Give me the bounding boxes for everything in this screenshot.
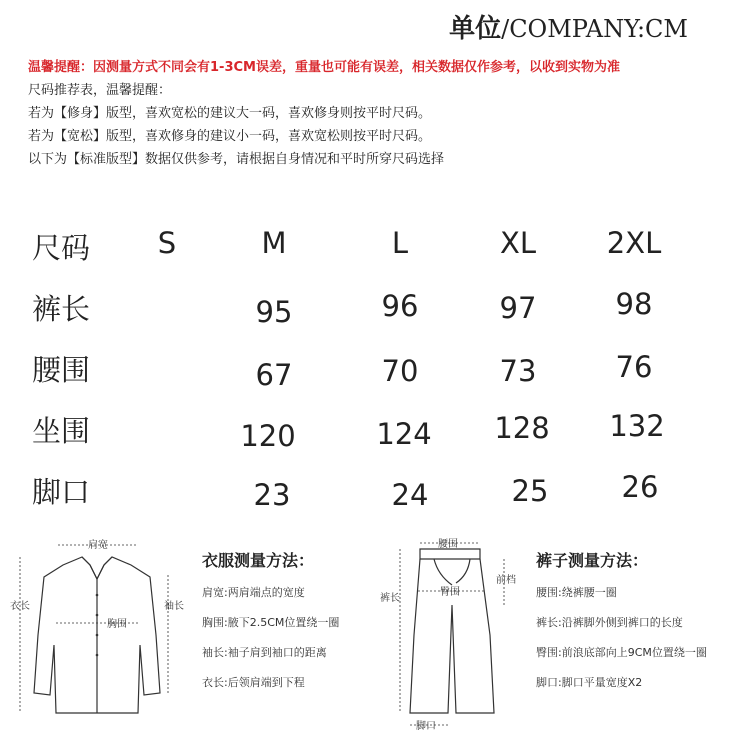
pants-diagram — [376, 535, 526, 745]
note-line: 若为【宽松】版型，喜欢修身的建议小一码，喜欢宽松则按平时尺码。 — [28, 129, 432, 144]
table-row — [22, 344, 722, 405]
size-xl: XL — [499, 226, 537, 260]
list-item: 臀围:前浪底部向上9CM位置绕一圈 — [536, 646, 707, 659]
shirt-measure-title: 衣服测量方法： — [202, 551, 315, 570]
size-table — [22, 222, 722, 527]
shirt-chest-label: 胸围 — [107, 619, 127, 630]
pants-measure-list — [536, 548, 707, 703]
row-label: 腰围 — [32, 353, 91, 387]
table-cell: 98 — [615, 287, 653, 321]
list-item: 脚口:脚口平量宽度X2 — [536, 676, 643, 689]
table-cell: 97 — [499, 291, 537, 325]
pants-measure-title: 裤子测量方法： — [536, 551, 649, 570]
table-row — [22, 405, 722, 466]
size-header-row — [22, 222, 722, 283]
unit-en: /COMPANY:CM — [501, 15, 688, 43]
table-row — [22, 283, 722, 344]
table-cell: 70 — [381, 354, 419, 388]
unit-label — [449, 8, 688, 45]
pants-length-label: 裤长 — [380, 593, 400, 604]
table-cell: 124 — [376, 417, 432, 451]
table-row — [22, 466, 722, 527]
table-cell: 132 — [609, 409, 665, 443]
size-l: L — [391, 226, 409, 260]
table-cell: 73 — [499, 354, 537, 388]
list-item: 肩宽:两肩端点的宽度 — [202, 586, 305, 599]
list-item: 胸围:腋下2.5CM位置绕一圈 — [202, 616, 340, 629]
table-cell: 67 — [255, 358, 293, 392]
note-line: 尺码推荐表，温馨提醒： — [28, 83, 172, 98]
table-cell: 76 — [615, 350, 653, 384]
list-item: 衣长:后领肩端到下程 — [202, 676, 305, 689]
row-label: 脚口 — [32, 475, 91, 509]
table-cell: 120 — [240, 419, 296, 453]
row-label: 裤长 — [32, 292, 91, 326]
table-cell: 96 — [381, 289, 419, 323]
shirt-sleeve-label: 袖长 — [164, 601, 184, 612]
table-cell: 26 — [621, 470, 659, 504]
pants-hem-label: 脚口 — [416, 721, 436, 732]
shirt-diagram — [8, 535, 193, 735]
size-header-label: 尺码 — [32, 231, 91, 265]
list-item: 腰围:绕裤腰一圈 — [536, 586, 617, 599]
list-item: 袖长:袖子肩到袖口的距离 — [202, 646, 327, 659]
note-line: 以下为【标准版型】数据仅供参考，请根据自身情况和平时所穿尺码选择 — [28, 152, 445, 167]
note-line: 若为【修身】版型，喜欢宽松的建议大一码，喜欢修身则按平时尺码。 — [28, 106, 432, 121]
size-2xl: 2XL — [606, 226, 662, 260]
size-s: S — [157, 226, 177, 260]
row-label: 坐围 — [32, 414, 91, 448]
pants-hip-label: 臀围 — [440, 587, 460, 598]
warning-note: 温馨提醒：因测量方式不同会有1-3CM误差，重量也可能有误差，相关数据仅作参考，以收到实物为准 — [28, 60, 620, 75]
table-cell: 25 — [511, 474, 549, 508]
shirt-length-label: 衣长 — [10, 601, 30, 612]
shirt-shoulder-label: 肩宽 — [88, 540, 108, 551]
notes-block — [28, 56, 620, 171]
table-cell: 95 — [255, 295, 293, 329]
size-m: M — [261, 226, 287, 260]
table-cell: 24 — [391, 478, 429, 512]
shirt-measure-list — [202, 548, 339, 703]
table-cell: 128 — [494, 411, 550, 445]
pants-rise-label: 前档 — [496, 575, 516, 586]
table-cell: 23 — [253, 478, 291, 512]
list-item: 裤长:沿裤脚外侧到裤口的长度 — [536, 616, 683, 629]
unit-zh: 单位 — [449, 14, 502, 44]
pants-waist-label: 腰围 — [438, 539, 458, 550]
